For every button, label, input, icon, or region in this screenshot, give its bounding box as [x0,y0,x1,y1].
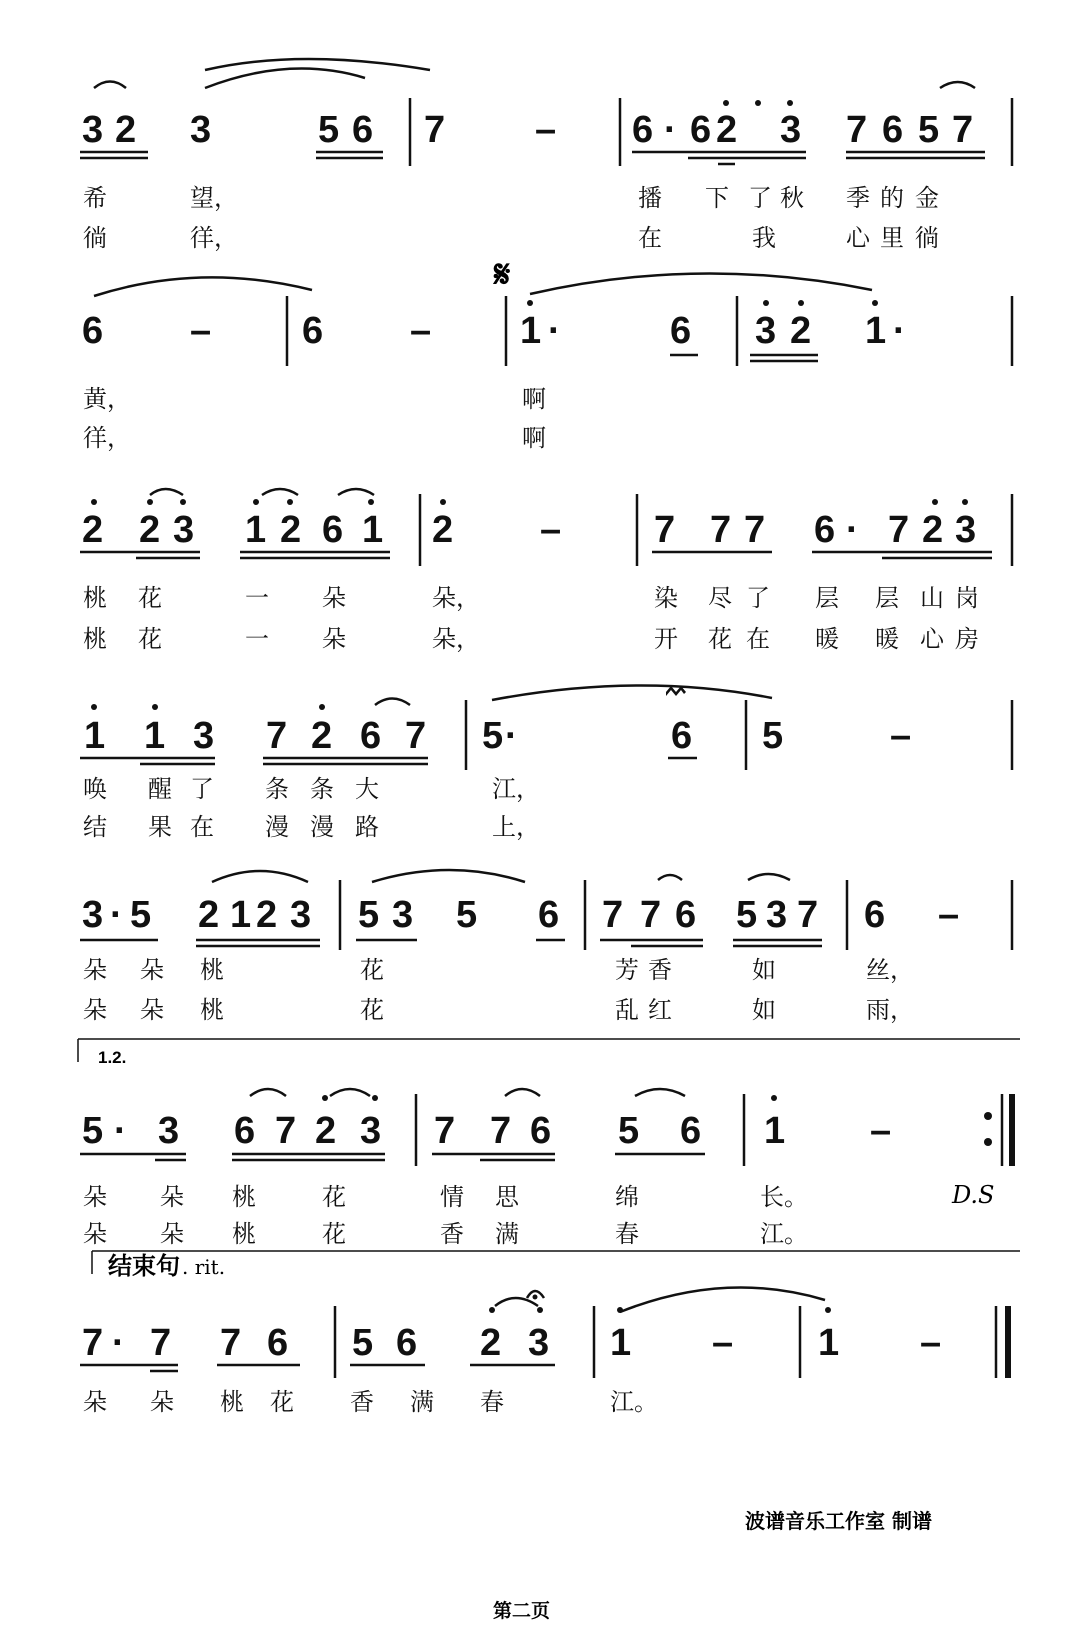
note: 6 [632,109,654,151]
high-octave-dot [91,704,97,710]
slur [748,874,790,880]
note: 1 [245,509,267,551]
lyric: 满 [495,1220,519,1248]
lyric: 朵 [160,1220,184,1248]
high-octave-dot [287,499,293,505]
slur [330,1089,370,1096]
note: 3 [190,109,212,151]
slur [262,489,298,495]
note: 7 [490,1110,512,1152]
lyric: 山 [920,584,944,612]
note: 5 [736,894,758,936]
note: 6 [814,509,836,551]
note: 2 [315,1110,337,1152]
note: 5 [456,894,478,936]
lyric: 秋 [780,184,804,212]
lyric: 染 [654,584,678,612]
note: 7 [424,109,446,151]
lyric: 朵 [83,1220,107,1248]
note: · [846,509,859,551]
lyric: 层 [815,584,839,612]
lyric: 朵 [83,1388,107,1416]
note: 2 [432,509,454,551]
note: 5 [918,109,940,151]
slur [620,1288,825,1313]
lyric: 醒 [148,775,172,803]
rit-marking: . rit. [182,1255,226,1279]
lyric: 黄， [83,385,131,413]
lyric: 一 [245,625,269,653]
lyric: 结 [83,813,107,841]
note: 6 [352,109,374,151]
note: · [548,310,561,352]
lyric: 尽 [708,584,732,612]
lyric: 朵， [432,625,480,653]
page-label: 第二页 [493,1600,551,1622]
lyric: 如 [752,996,776,1024]
slur [375,699,410,706]
lyric: 朵 [322,584,346,612]
note: 6 [360,715,382,757]
note: 6 [302,310,324,352]
lyric: 漫 [310,813,334,841]
note: 3 [193,715,215,757]
lyric: 望， [190,184,238,212]
lyric: 果 [148,813,172,841]
note: – [712,1322,734,1364]
note: 1 [144,715,166,757]
lyric: 岗 [955,584,979,612]
note: 1 [865,310,887,352]
lyric: 了 [748,184,772,212]
lyric: 徜 [83,224,107,252]
high-octave-dot [825,1307,831,1313]
lyric: 春 [480,1388,504,1416]
lyric: 漫 [265,813,289,841]
note: 2 [790,310,812,352]
note: 2 [280,509,302,551]
slur [505,1089,540,1096]
lyric: 徜 [915,224,939,252]
note: 7 [602,894,624,936]
note: 7 [797,894,819,936]
high-octave-dot [537,1307,543,1313]
lyric: 江。 [760,1220,808,1248]
high-octave-dot [152,704,158,710]
note: · [664,109,677,151]
note: 5 [82,1110,104,1152]
lyric: 了 [190,775,214,803]
high-octave-dot [372,1095,378,1101]
lyric: 情 [440,1183,464,1211]
note: 5 [318,109,340,151]
lyric: 在 [190,813,214,841]
repeat-dot [984,1112,992,1120]
high-octave-dot [368,499,374,505]
slur [250,1089,286,1096]
note: 2 [198,894,220,936]
lyric: 了 [746,584,770,612]
high-octave-dot [527,300,533,306]
note: 6 [864,894,886,936]
note: 7 [82,1322,104,1364]
note: 2 [139,509,161,551]
lyric: 路 [355,813,379,841]
lyric: 丝， [866,956,914,984]
high-octave-dot [771,1095,777,1101]
note: 7 [434,1110,456,1152]
high-octave-dot [319,704,325,710]
high-octave-dot [872,300,878,306]
note: 7 [275,1110,297,1152]
note: 6 [322,509,344,551]
lyric: 乱 [615,996,639,1024]
note: 3 [392,894,414,936]
lyric: 花 [360,956,384,984]
note: 6 [530,1110,552,1152]
note: 7 [405,715,427,757]
lyric: 在 [638,224,662,252]
lyric: 层 [875,584,899,612]
note: · [505,715,518,757]
high-octave-dot [932,499,938,505]
note: 3 [780,109,802,151]
note: 1 [520,310,542,352]
note: 3 [82,894,104,936]
lyric: 下 [705,184,729,212]
slur [94,82,126,89]
lyric: 朵 [140,996,164,1024]
note: 6 [234,1110,256,1152]
segno-icon: 𝄋 [494,254,511,296]
note: 2 [311,715,333,757]
lyric: 朵， [432,584,480,612]
lyric: 桃 [83,625,107,653]
slur [940,82,975,88]
credit-text: 波谱音乐工作室 制谱 [745,1509,932,1533]
note: · [893,310,906,352]
note: 5 [618,1110,640,1152]
note: 6 [680,1110,702,1152]
ds-marking: D.S [952,1181,995,1209]
high-octave-dot [489,1307,495,1313]
high-octave-dot [147,499,153,505]
slur [150,489,183,495]
note: 6 [671,715,693,757]
note: 7 [744,509,766,551]
notes-layer [82,109,976,1364]
note: 2 [922,509,944,551]
note: 3 [82,109,104,151]
note: 7 [654,509,676,551]
repeat-dot [984,1138,992,1146]
slur [372,870,525,882]
note: – [870,1110,892,1152]
lyric: 我 [752,224,776,252]
lyric: 唤 [83,775,107,803]
slur [495,1298,538,1306]
note: 7 [846,109,868,151]
note: 3 [528,1322,550,1364]
slur [94,277,312,296]
note: 7 [888,509,910,551]
lyric: 在 [746,625,770,653]
note: 6 [882,109,904,151]
lyric: 金 [915,184,939,212]
slur [530,273,872,294]
note: 5 [352,1322,374,1364]
lyric: 心 [920,625,944,653]
lyric: 条 [310,775,334,803]
note: 5 [130,894,152,936]
lyric: 房 [955,625,979,653]
note: – [890,715,912,757]
lyric: 花 [138,584,162,612]
lyric: 桃 [232,1183,256,1211]
high-octave-dot [763,300,769,306]
note: 5 [358,894,380,936]
high-octave-dot [617,1307,623,1313]
note: – [540,509,562,551]
high-octave-dot [798,300,804,306]
lyric: 芳 [615,956,639,984]
note: 2 [480,1322,502,1364]
lyric: 绵 [615,1183,639,1211]
high-octave-dot [723,100,729,106]
note: 1 [84,715,106,757]
note: 2 [115,109,137,151]
high-octave-dot [440,499,446,505]
lyric: 大 [355,775,379,803]
lyric: 长。 [760,1183,808,1211]
slur [338,489,374,495]
lyric: 花 [708,625,732,653]
note: 6 [690,109,712,151]
slur [205,69,365,88]
slur [635,1089,685,1096]
slur [492,685,772,700]
note: 7 [150,1322,172,1364]
lyric: 朵 [83,1183,107,1211]
lyric: 花 [322,1183,346,1211]
note: 6 [670,310,692,352]
high-octave-dot [962,499,968,505]
note: 5 [482,715,504,757]
lyric: 春 [615,1220,639,1248]
lyric: 暖 [875,625,899,653]
lyric: 江。 [610,1388,658,1416]
note: · [112,1322,125,1364]
lyric: 朵 [150,1388,174,1416]
lyric: 红 [648,996,672,1024]
lyric: 开 [654,625,678,653]
note: 5 [762,715,784,757]
lyric: 桃 [232,1220,256,1248]
volta-label: 1.2. [98,1048,127,1067]
lyric: 条 [265,775,289,803]
note: 1 [362,509,384,551]
note: 2 [82,509,104,551]
lyric: 花 [270,1388,294,1416]
note: 1 [818,1322,840,1364]
high-octave-dot [180,499,186,505]
lyric: 香 [350,1388,374,1416]
note: 6 [396,1322,418,1364]
note: 7 [640,894,662,936]
note: · [114,1110,127,1152]
lyrics-layer [83,184,979,1416]
note: 2 [256,894,278,936]
lyric: 里 [880,224,904,252]
lyric: 希 [83,184,107,212]
lyric: 香 [440,1220,464,1248]
note: 1 [764,1110,786,1152]
lyric: 桃 [220,1388,244,1416]
lyric: 朵 [83,996,107,1024]
system-4 [80,685,1012,770]
note: 3 [173,509,195,551]
lyric: 啊 [522,385,546,413]
lyric: 播 [638,184,662,212]
note: – [190,310,212,352]
note: 7 [952,109,974,151]
lyric: 雨， [866,996,914,1024]
lyric: 一 [245,584,269,612]
note: – [410,310,432,352]
lyric: 暖 [815,625,839,653]
slur [212,871,308,882]
note: – [920,1322,942,1364]
lyric: 桃 [200,956,224,984]
note: 6 [82,310,104,352]
lyric: 上， [492,813,540,841]
lyric: 江， [492,775,540,803]
note: 7 [266,715,288,757]
note: – [938,894,960,936]
lyric: 桃 [83,584,107,612]
high-octave-dot [787,100,793,106]
lyric: 的 [880,184,904,212]
note: – [535,109,557,151]
note: 3 [290,894,312,936]
high-octave-dot [322,1095,328,1101]
note: · [110,894,123,936]
lyric: 心 [846,224,870,252]
lyric: 花 [322,1220,346,1248]
slur [658,875,682,880]
lyric: 朵 [140,956,164,984]
note: 6 [267,1322,289,1364]
note: 1 [610,1322,632,1364]
lyric: 思 [495,1183,519,1211]
note: 6 [538,894,560,936]
note: 7 [220,1322,242,1364]
lyric: 徉， [190,224,238,252]
note: 3 [766,894,788,936]
lyric: 朵 [83,956,107,984]
lyric: 花 [138,625,162,653]
ending-label: 结束句 [108,1252,180,1280]
note: 1 [230,894,252,936]
note: 2 [716,109,738,151]
lyric: 朵 [160,1183,184,1211]
lyric: 啊 [522,424,546,452]
note: 7 [710,509,732,551]
lyric: 徉， [83,424,131,452]
lyric: 满 [410,1388,434,1416]
high-octave-dot [91,499,97,505]
lyric: 香 [648,956,672,984]
lyric: 如 [752,956,776,984]
fermata-dot [533,1295,538,1300]
lyric: 花 [360,996,384,1024]
note: 3 [955,509,977,551]
high-octave-dot [253,499,259,505]
lyric: 朵 [322,625,346,653]
high-octave-dot [755,100,761,106]
note: 3 [755,310,777,352]
note: 3 [360,1110,382,1152]
lyric: 季 [846,184,870,212]
lyric: 桃 [200,996,224,1024]
note: 6 [675,894,697,936]
note: 3 [158,1110,180,1152]
